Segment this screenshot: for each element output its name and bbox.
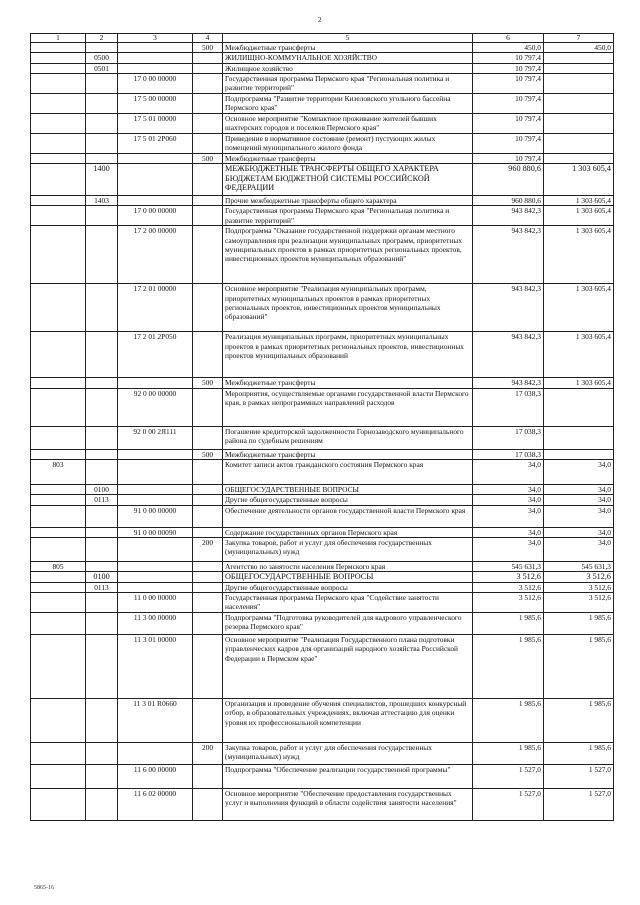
expense-type-code xyxy=(193,635,223,699)
section-code xyxy=(86,635,118,699)
amount-year2 xyxy=(544,93,614,113)
amount-year2: 1 303 605,4 xyxy=(544,206,614,226)
amount-year2: 1 985,6 xyxy=(544,635,614,699)
description: Государственная программа Пермского края "Региональная политика и развитие территорий" xyxy=(223,73,473,93)
header-cell: 7 xyxy=(544,34,614,43)
amount-year2: 34,0 xyxy=(544,460,614,485)
section-code xyxy=(86,460,118,485)
expense-type-code xyxy=(193,164,223,196)
amount-year2: 34,0 xyxy=(544,505,614,527)
target-article-code: 11 3 00 00000 xyxy=(118,613,193,635)
description: Мероприятия, осуществляемые органами государственной власти Пермского края, в рамках непрограммных направлений расходов xyxy=(223,388,473,426)
section-code: 1403 xyxy=(86,196,118,206)
description: Межбюджетные трансферты xyxy=(223,43,473,53)
amount-year1: 17 038,3 xyxy=(473,388,544,426)
section-code xyxy=(86,765,118,789)
description: Межбюджетные трансферты xyxy=(223,449,473,459)
expense-type-code xyxy=(193,495,223,505)
description: Подпрограмма "Подготовка руководителей для кадрового управленческого резерва Пермского края" xyxy=(223,613,473,635)
amount-year2 xyxy=(544,153,614,163)
expense-type-code xyxy=(193,63,223,73)
dept-code xyxy=(31,485,86,495)
section-code xyxy=(86,73,118,93)
amount-year2 xyxy=(544,133,614,153)
amount-year2: 1 985,6 xyxy=(544,699,614,743)
section-code xyxy=(86,284,118,332)
section-code xyxy=(86,388,118,426)
section-code: 0100 xyxy=(86,485,118,495)
amount-year2: 1 303 605,4 xyxy=(544,164,614,196)
dept-code xyxy=(31,388,86,426)
description: Основное мероприятие "Обеспечение предоставления государственных услуг и выполнения функций в области содействия занятости населения" xyxy=(223,789,473,821)
amount-year1: 943 842,3 xyxy=(473,206,544,226)
amount-year2: 3 512,6 xyxy=(544,572,614,583)
section-code xyxy=(86,561,118,571)
amount-year2: 1 527,0 xyxy=(544,789,614,821)
dept-code xyxy=(31,582,86,592)
table-row xyxy=(31,133,614,153)
amount-year2: 1 303 605,4 xyxy=(544,378,614,388)
table-row xyxy=(31,196,614,206)
amount-year2 xyxy=(544,73,614,93)
table-row xyxy=(31,699,614,743)
section-code xyxy=(86,593,118,613)
section-code xyxy=(86,537,118,561)
amount-year1: 10 797,4 xyxy=(473,113,544,133)
section-code xyxy=(86,527,118,537)
table-row xyxy=(31,388,614,426)
target-article-code xyxy=(118,582,193,592)
dept-code xyxy=(31,164,86,196)
table-row xyxy=(31,449,614,459)
target-article-code xyxy=(118,537,193,561)
dept-code: 805 xyxy=(31,561,86,571)
amount-year1: 3 512,6 xyxy=(473,582,544,592)
section-code: 1400 xyxy=(86,164,118,196)
description: МЕЖБЮДЖЕТНЫЕ ТРАНСФЕРТЫ ОБЩЕГО ХАРАКТЕРА БЮДЖЕТАМ БЮДЖЕТНОЙ СИСТЕМЫ РОССИЙСКОЙ ФЕДЕРАЦИИ xyxy=(223,164,473,196)
amount-year2: 1 985,6 xyxy=(544,613,614,635)
section-code xyxy=(86,426,118,449)
description: Жилищное хозяйство xyxy=(223,63,473,73)
description: Реализация муниципальных программ, приоритетных муниципальных проектов в рамках приоритетных региональных проектов, инвестиционных проектов муниципальных образований xyxy=(223,332,473,378)
dept-code xyxy=(31,378,86,388)
dept-code xyxy=(31,133,86,153)
description: Межбюджетные трансферты xyxy=(223,153,473,163)
dept-code xyxy=(31,495,86,505)
header-cell: 5 xyxy=(223,34,473,43)
table-row xyxy=(31,613,614,635)
expense-type-code xyxy=(193,485,223,495)
amount-year1: 943 842,3 xyxy=(473,332,544,378)
dept-code xyxy=(31,53,86,63)
header-cell: 6 xyxy=(473,34,544,43)
expense-type-code xyxy=(193,284,223,332)
amount-year1: 10 797,4 xyxy=(473,153,544,163)
dept-code xyxy=(31,635,86,699)
description: Основное мероприятие "Компактное проживание жителей бывших шахтерских городов и поселков Пермского края" xyxy=(223,113,473,133)
header-cell: 4 xyxy=(193,34,223,43)
section-code xyxy=(86,505,118,527)
expense-type-code xyxy=(193,582,223,592)
table-row xyxy=(31,527,614,537)
dept-code xyxy=(31,593,86,613)
description: Подпрограмма "Развитие территории Кизеловского угольного бассейна Пермского края" xyxy=(223,93,473,113)
expense-type-code xyxy=(193,206,223,226)
target-article-code: 17 5 01 00000 xyxy=(118,113,193,133)
section-code: 0100 xyxy=(86,572,118,583)
amount-year2: 545 631,3 xyxy=(544,561,614,571)
table-row xyxy=(31,378,614,388)
expense-type-code: 500 xyxy=(193,153,223,163)
table-row xyxy=(31,572,614,583)
section-code: 0500 xyxy=(86,53,118,63)
target-article-code xyxy=(118,561,193,571)
header-row xyxy=(31,34,614,43)
amount-year2 xyxy=(544,53,614,63)
dept-code xyxy=(31,699,86,743)
table-row xyxy=(31,153,614,163)
amount-year1: 545 631,3 xyxy=(473,561,544,571)
description: Основное мероприятие "Реализация муниципальных программ, приоритетных муниципальных проектов в рамках приоритетных региональных проектов, инвестиционных проектов муниципальных образований" xyxy=(223,284,473,332)
dept-code xyxy=(31,63,86,73)
target-article-code xyxy=(118,53,193,63)
amount-year1: 17 038,3 xyxy=(473,449,544,459)
table-row xyxy=(31,460,614,485)
target-article-code xyxy=(118,164,193,196)
amount-year2: 3 512,6 xyxy=(544,582,614,592)
amount-year1: 1 985,6 xyxy=(473,635,544,699)
expense-type-code xyxy=(193,460,223,485)
section-code xyxy=(86,43,118,53)
amount-year2: 34,0 xyxy=(544,537,614,561)
dept-code xyxy=(31,196,86,206)
description: Другие общегосударственные вопросы xyxy=(223,495,473,505)
amount-year1: 10 797,4 xyxy=(473,53,544,63)
target-article-code: 91 0 00 00000 xyxy=(118,505,193,527)
table-row xyxy=(31,164,614,196)
target-article-code: 17 0 00 00000 xyxy=(118,73,193,93)
amount-year2 xyxy=(544,449,614,459)
amount-year1: 10 797,4 xyxy=(473,73,544,93)
description: Обеспечение деятельности органов государственной власти Пермского края xyxy=(223,505,473,527)
expense-type-code: 500 xyxy=(193,449,223,459)
expense-type-code xyxy=(193,196,223,206)
expense-type-code: 200 xyxy=(193,537,223,561)
expense-type-code: 500 xyxy=(193,378,223,388)
amount-year1: 1 985,6 xyxy=(473,613,544,635)
target-article-code xyxy=(118,43,193,53)
target-article-code xyxy=(118,449,193,459)
table-row xyxy=(31,426,614,449)
description: Содержание государственных органов Пермского края xyxy=(223,527,473,537)
table-row xyxy=(31,537,614,561)
dept-code xyxy=(31,332,86,378)
description: Государственная программа Пермского края "Содействие занятости населения" xyxy=(223,593,473,613)
expense-type-code: 200 xyxy=(193,743,223,765)
target-article-code xyxy=(118,196,193,206)
description: Организация и проведение обучения специалистов, прошедших конкурсный отбор, в образовательных учреждениях, включая аттестацию для оценки уровня их профессиональной компетенции xyxy=(223,699,473,743)
dept-code xyxy=(31,93,86,113)
dept-code xyxy=(31,572,86,583)
section-code xyxy=(86,699,118,743)
table-row xyxy=(31,743,614,765)
amount-year1: 34,0 xyxy=(473,527,544,537)
description: ОБЩЕГОСУДАРСТВЕННЫЕ ВОПРОСЫ xyxy=(223,485,473,495)
description: Комитет записи актов гражданского состояния Пермского края xyxy=(223,460,473,485)
amount-year2 xyxy=(544,63,614,73)
description: Закупка товаров, работ и услуг для обеспечения государственных (муниципальных) нужд xyxy=(223,537,473,561)
section-code xyxy=(86,113,118,133)
amount-year2: 1 303 605,4 xyxy=(544,284,614,332)
section-code: 0501 xyxy=(86,63,118,73)
expense-type-code xyxy=(193,426,223,449)
expense-type-code: 500 xyxy=(193,43,223,53)
table-row xyxy=(31,789,614,821)
amount-year2: 3 512,6 xyxy=(544,593,614,613)
amount-year2: 1 303 605,4 xyxy=(544,332,614,378)
table-row xyxy=(31,582,614,592)
dept-code xyxy=(31,426,86,449)
target-article-code: 17 0 00 00000 xyxy=(118,206,193,226)
amount-year2: 34,0 xyxy=(544,495,614,505)
description: Прочие межбюджетные трансферты общего характера xyxy=(223,196,473,206)
dept-code xyxy=(31,765,86,789)
table-row xyxy=(31,505,614,527)
expense-type-code xyxy=(193,53,223,63)
table-row xyxy=(31,73,614,93)
expense-type-code xyxy=(193,527,223,537)
dept-code xyxy=(31,789,86,821)
description: Агентство по занятости населения Пермского края xyxy=(223,561,473,571)
dept-code xyxy=(31,206,86,226)
description: Подпрограмма "Обеспечение реализации государственной программы" xyxy=(223,765,473,789)
section-code xyxy=(86,378,118,388)
section-code: 0113 xyxy=(86,582,118,592)
amount-year1: 1 527,0 xyxy=(473,765,544,789)
table-row xyxy=(31,485,614,495)
table-row xyxy=(31,43,614,53)
table-row xyxy=(31,206,614,226)
expense-type-code xyxy=(193,73,223,93)
table-row xyxy=(31,561,614,571)
amount-year1: 943 842,3 xyxy=(473,226,544,284)
amount-year1: 960 880,6 xyxy=(473,196,544,206)
expense-type-code xyxy=(193,388,223,426)
expense-type-code xyxy=(193,765,223,789)
target-article-code: 11 6 02 00000 xyxy=(118,789,193,821)
expense-type-code xyxy=(193,332,223,378)
expense-type-code xyxy=(193,593,223,613)
amount-year1: 10 797,4 xyxy=(473,63,544,73)
description: Государственная программа Пермского края "Региональная политика и развитие территорий" xyxy=(223,206,473,226)
table-row xyxy=(31,332,614,378)
section-code xyxy=(86,226,118,284)
section-code: 0113 xyxy=(86,495,118,505)
table-body xyxy=(31,43,614,821)
section-code xyxy=(86,153,118,163)
target-article-code: 11 6 00 00000 xyxy=(118,765,193,789)
amount-year1: 960 880,6 xyxy=(473,164,544,196)
expense-type-code xyxy=(193,93,223,113)
dept-code xyxy=(31,449,86,459)
section-code xyxy=(86,743,118,765)
target-article-code xyxy=(118,743,193,765)
amount-year2 xyxy=(544,388,614,426)
table-row xyxy=(31,226,614,284)
target-article-code: 11 3 01 00000 xyxy=(118,635,193,699)
amount-year1: 10 797,4 xyxy=(473,133,544,153)
target-article-code xyxy=(118,63,193,73)
table-row xyxy=(31,53,614,63)
section-code xyxy=(86,93,118,113)
table-row xyxy=(31,113,614,133)
amount-year1: 10 797,4 xyxy=(473,93,544,113)
section-code xyxy=(86,133,118,153)
section-code xyxy=(86,206,118,226)
amount-year2: 1 527,0 xyxy=(544,765,614,789)
target-article-code xyxy=(118,460,193,485)
description: Основное мероприятие "Реализация Государственного плана подготовки управленческих кадров для организаций народного хозяйства Российской Федерации в Пермском крае" xyxy=(223,635,473,699)
budget-table xyxy=(30,33,614,821)
target-article-code xyxy=(118,153,193,163)
dept-code xyxy=(31,613,86,635)
amount-year2 xyxy=(544,426,614,449)
amount-year1: 17 038,3 xyxy=(473,426,544,449)
section-code xyxy=(86,613,118,635)
amount-year2: 1 303 605,4 xyxy=(544,226,614,284)
expense-type-code xyxy=(193,572,223,583)
expense-type-code xyxy=(193,699,223,743)
table-row xyxy=(31,284,614,332)
dept-code xyxy=(31,537,86,561)
table-row xyxy=(31,63,614,73)
dept-code xyxy=(31,73,86,93)
target-article-code: 11 3 01 R0660 xyxy=(118,699,193,743)
dept-code xyxy=(31,527,86,537)
section-code xyxy=(86,789,118,821)
amount-year1: 1 527,0 xyxy=(473,789,544,821)
description: Другие общегосударственные вопросы xyxy=(223,582,473,592)
target-article-code: 92 0 00 2Я111 xyxy=(118,426,193,449)
description: Подпрограмма "Оказание государственной поддержки органам местного самоуправления при реализации муниципальных программ, приоритетных муниципальных проектов в рамках приоритетных региональных проектов, инвестиционных проектов муниципальных образований" xyxy=(223,226,473,284)
amount-year2: 450,0 xyxy=(544,43,614,53)
expense-type-code xyxy=(193,613,223,635)
section-code xyxy=(86,449,118,459)
amount-year1: 3 512,6 xyxy=(473,572,544,583)
dept-code xyxy=(31,153,86,163)
header-cell: 2 xyxy=(86,34,118,43)
target-article-code xyxy=(118,378,193,388)
expense-type-code xyxy=(193,789,223,821)
target-article-code: 91 0 00 00090 xyxy=(118,527,193,537)
amount-year1: 34,0 xyxy=(473,495,544,505)
amount-year1: 34,0 xyxy=(473,505,544,527)
amount-year2 xyxy=(544,113,614,133)
amount-year2: 1 985,6 xyxy=(544,743,614,765)
expense-type-code xyxy=(193,113,223,133)
table-row xyxy=(31,495,614,505)
expense-type-code xyxy=(193,505,223,527)
target-article-code xyxy=(118,485,193,495)
amount-year1: 943 842,3 xyxy=(473,284,544,332)
description: ЖИЛИЩНО-КОММУНАЛЬНОЕ ХОЗЯЙСТВО xyxy=(223,53,473,63)
table-row xyxy=(31,635,614,699)
description: ОБЩЕГОСУДАРСТВЕННЫЕ ВОПРОСЫ xyxy=(223,572,473,583)
dept-code xyxy=(31,226,86,284)
description: Приведение в нормативное состояние (ремонт) пустующих жилых помещений муниципального жилого фонда xyxy=(223,133,473,153)
table-row xyxy=(31,93,614,113)
target-article-code: 11 0 00 00000 xyxy=(118,593,193,613)
expense-type-code xyxy=(193,226,223,284)
amount-year1: 1 985,6 xyxy=(473,743,544,765)
dept-code xyxy=(31,743,86,765)
amount-year2: 34,0 xyxy=(544,527,614,537)
amount-year1: 943 842,3 xyxy=(473,378,544,388)
dept-code: 803 xyxy=(31,460,86,485)
expense-type-code xyxy=(193,561,223,571)
target-article-code: 17 2 01 00000 xyxy=(118,284,193,332)
target-article-code: 17 5 01 2Р060 xyxy=(118,133,193,153)
amount-year1: 34,0 xyxy=(473,537,544,561)
header-cell: 1 xyxy=(31,34,86,43)
header-cell: 3 xyxy=(118,34,193,43)
amount-year1: 34,0 xyxy=(473,460,544,485)
dept-code xyxy=(31,113,86,133)
target-article-code: 17 2 01 2Р050 xyxy=(118,332,193,378)
target-article-code xyxy=(118,495,193,505)
description: Погашение кредиторской задолженности Горнозаводского муниципального района по судебным решениям xyxy=(223,426,473,449)
page-number: 2 xyxy=(318,16,322,24)
amount-year1: 3 512,6 xyxy=(473,593,544,613)
description: Межбюджетные трансферты xyxy=(223,378,473,388)
table-row xyxy=(31,593,614,613)
amount-year1: 450,0 xyxy=(473,43,544,53)
target-article-code: 17 5 00 00000 xyxy=(118,93,193,113)
amount-year2: 1 303 605,4 xyxy=(544,196,614,206)
target-article-code: 17 2 00 00000 xyxy=(118,226,193,284)
target-article-code: 92 0 00 00000 xyxy=(118,388,193,426)
dept-code xyxy=(31,43,86,53)
table-row xyxy=(31,765,614,789)
footer-code: 5865-16 xyxy=(34,885,54,891)
expense-type-code xyxy=(193,133,223,153)
amount-year1: 1 985,6 xyxy=(473,699,544,743)
target-article-code xyxy=(118,572,193,583)
amount-year2: 34,0 xyxy=(544,485,614,495)
dept-code xyxy=(31,284,86,332)
dept-code xyxy=(31,505,86,527)
section-code xyxy=(86,332,118,378)
description: Закупка товаров, работ и услуг для обеспечения государственных (муниципальных) нужд xyxy=(223,743,473,765)
amount-year1: 34,0 xyxy=(473,485,544,495)
